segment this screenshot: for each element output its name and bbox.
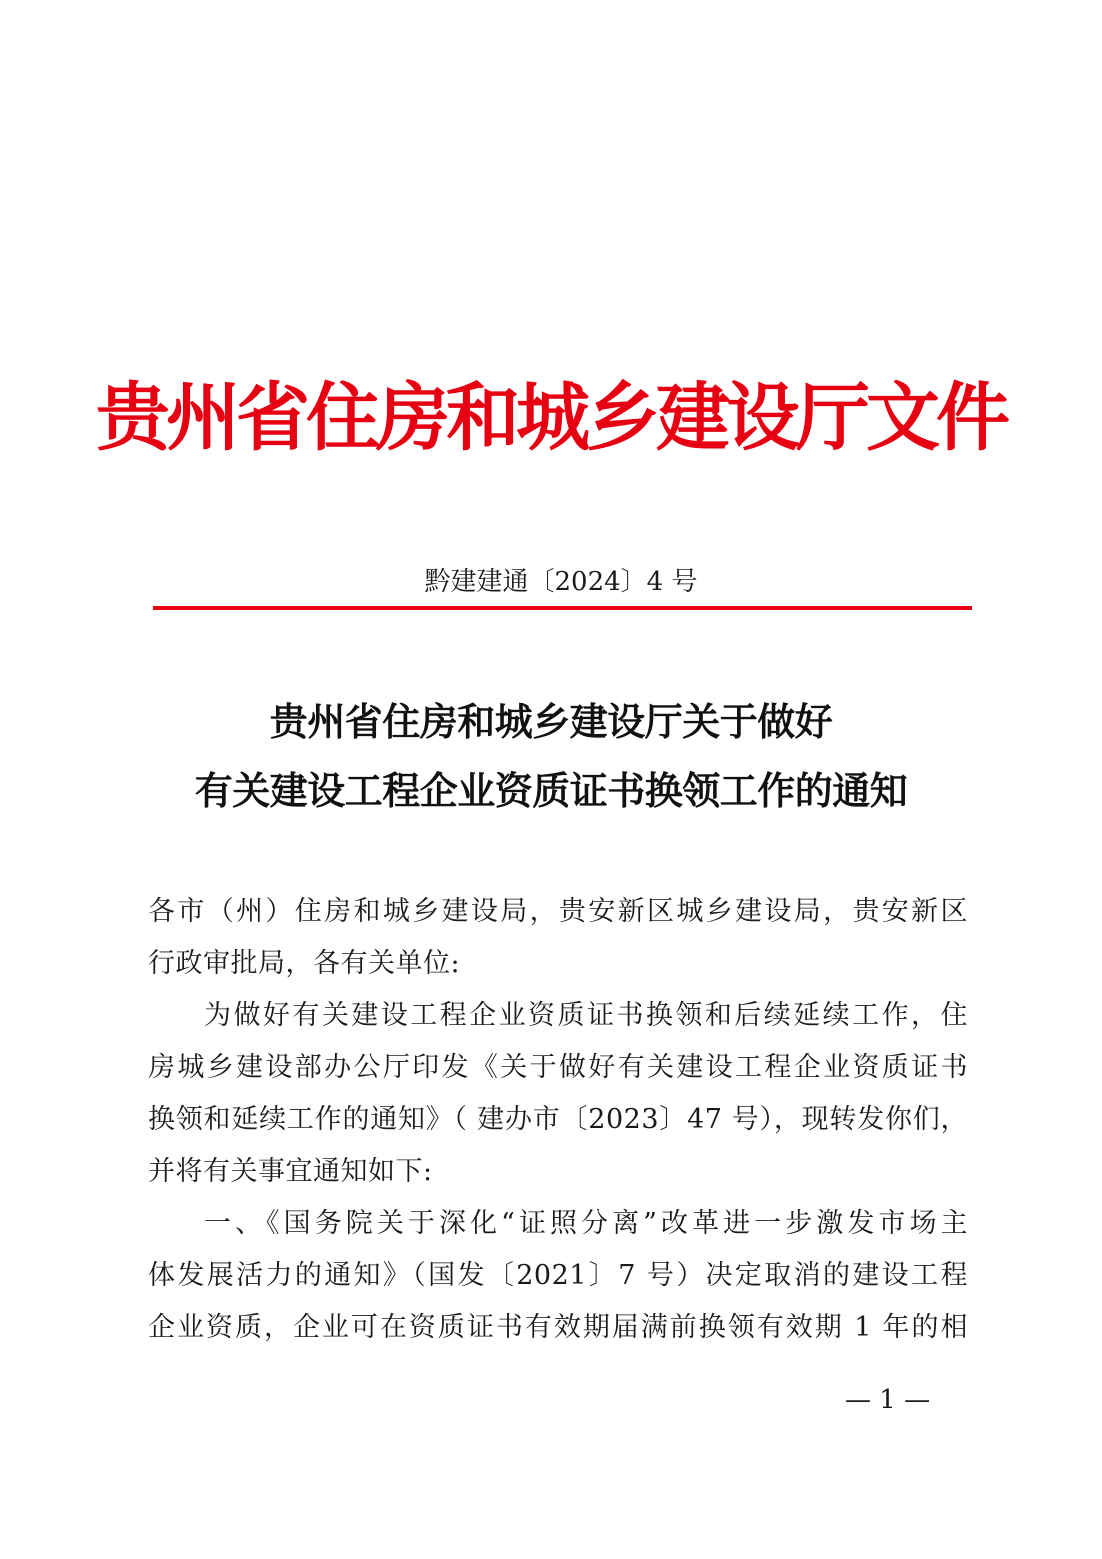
body-line: 一、《国务院关于深化“证照分离”改革进一步激发市场主 xyxy=(204,1208,968,1239)
document-title-line-1: 贵州省住房和城乡建设厅关于做好 xyxy=(269,699,833,744)
page-number: — 1 — xyxy=(845,1385,931,1415)
body-line: 行政审批局，各有关单位: xyxy=(148,948,461,979)
body-line: 体发展活力的通知》（国发〔2021〕7 号）决定取消的建设工程 xyxy=(148,1260,968,1291)
body-line: 并将有关事宜通知如下: xyxy=(148,1156,433,1187)
body-line: 企业资质，企业可在资质证书有效期届满前换领有效期 1 年的相 xyxy=(148,1312,968,1343)
body-line: 房城乡建设部办公厅印发《关于做好有关建设工程企业资质证书 xyxy=(148,1052,968,1083)
body-line: 为做好有关建设工程企业资质证书换领和后续延续工作，住 xyxy=(204,1000,968,1031)
document-number: 黔建建通〔2024〕4 号 xyxy=(424,567,698,597)
red-divider-line xyxy=(153,606,972,610)
document-masthead: 贵州省住房和城乡建设厅文件 xyxy=(96,375,1006,461)
body-line: 换领和延续工作的通知》（ 建办市〔2023〕47 号），现转发你们， xyxy=(148,1104,968,1135)
document-title-line-2: 有关建设工程企业资质证书换领工作的通知 xyxy=(194,768,908,813)
document-body xyxy=(148,886,968,1354)
body-line: 各市（州）住房和城乡建设局，贵安新区城乡建设局，贵安新区 xyxy=(148,896,968,927)
